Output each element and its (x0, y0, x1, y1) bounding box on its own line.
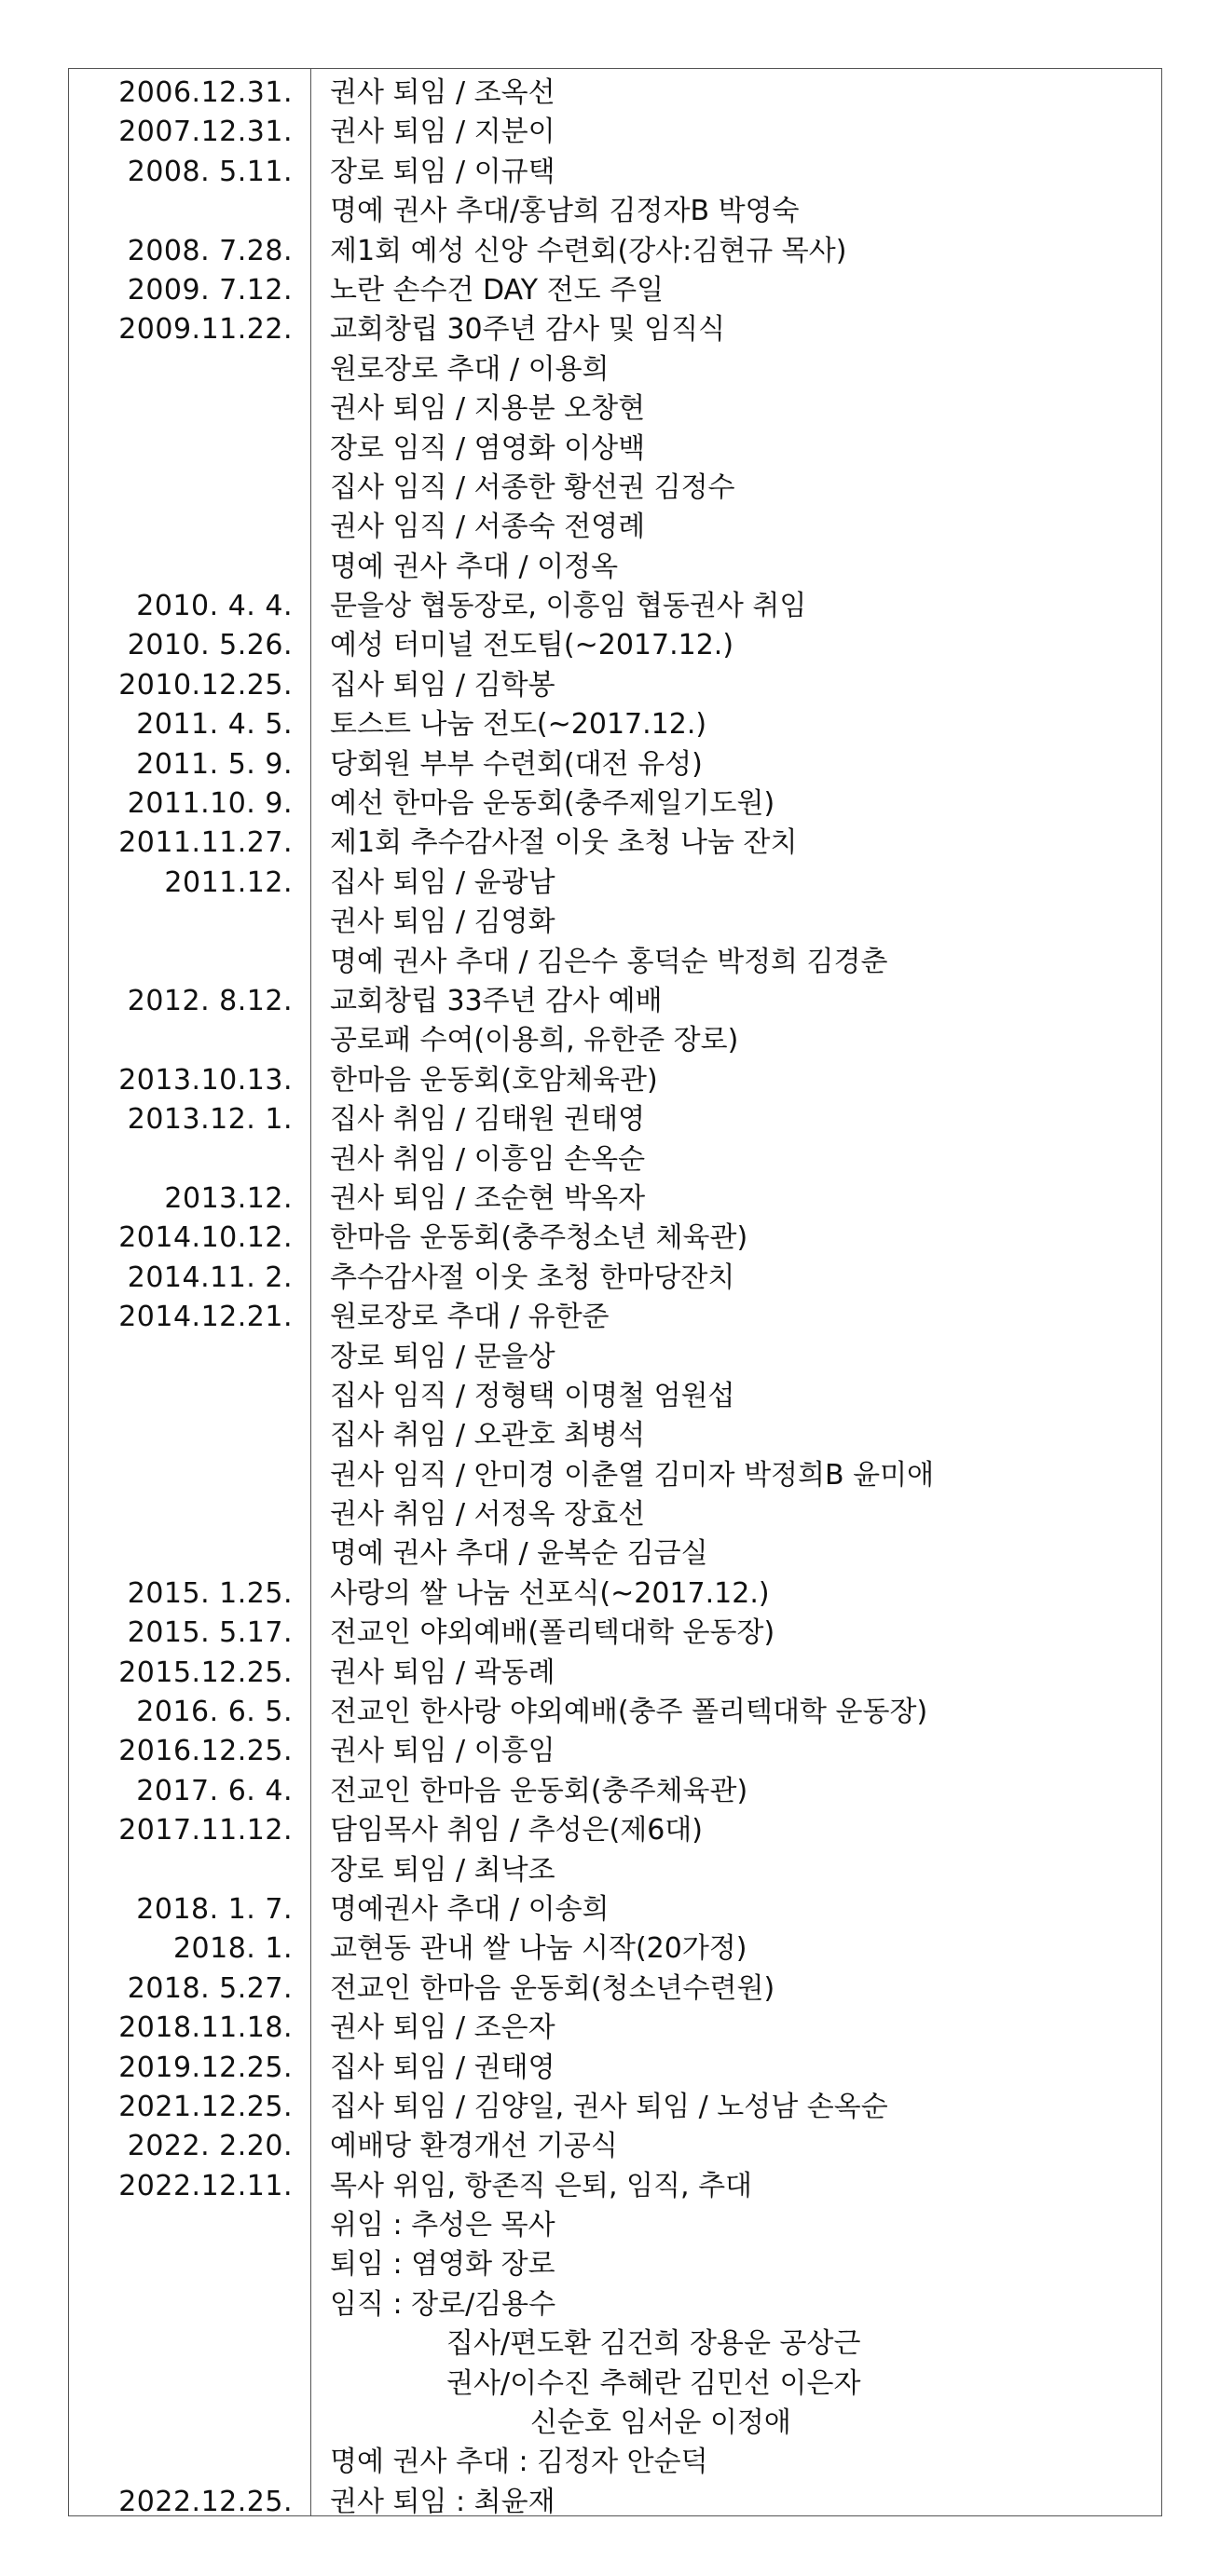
event-date: 2012. 8.12. (127, 984, 293, 1017)
event-text: 장로 퇴임 / 문을상 (330, 1340, 555, 1373)
event-date: 2014.10.12. (118, 1221, 293, 1255)
event-text: 교회창립 30주년 감사 및 임직식 (330, 313, 726, 347)
event-date: 2009.11.22. (118, 313, 293, 347)
event-date: 2008. 5.11. (127, 155, 293, 188)
timeline-row (69, 982, 1161, 1021)
event-date: 2018. 1. 7. (136, 1892, 293, 1926)
timeline-row (69, 548, 1161, 587)
event-text: 제1회 추수감사절 이웃 초청 나눔 잔치 (330, 826, 798, 860)
timeline-row (69, 2206, 1161, 2245)
event-text: 교현동 관내 쌀 나눔 시작(20가정) (330, 1932, 747, 1966)
timeline-row (69, 2245, 1161, 2284)
event-date: 2011. 5. 9. (136, 747, 293, 781)
event-date: 2013.12. (164, 1181, 293, 1215)
event-text: 전교인 한마음 운동회(충주체육관) (330, 1774, 748, 1807)
timeline-row (69, 1140, 1161, 1179)
timeline-row (69, 1851, 1161, 1890)
event-date: 2006.12.31. (118, 76, 293, 109)
event-text: 집사 퇴임 / 김학봉 (330, 668, 555, 702)
timeline-row (69, 1811, 1161, 1850)
event-date: 2016.12.25. (118, 1735, 293, 1768)
event-text: 권사/이수진 추혜란 김민선 이은자 (446, 2366, 861, 2400)
event-date: 2011.11.27. (118, 826, 293, 860)
event-text: 집사 퇴임 / 윤광남 (330, 865, 555, 899)
timeline-row (69, 1614, 1161, 1653)
timeline-row (69, 1495, 1161, 1534)
event-text: 권사 퇴임 / 김영화 (330, 906, 555, 939)
event-date: 2011. 4. 5. (136, 708, 293, 742)
event-text: 명예 권사 추대/홍남희 김정자B 박영숙 (330, 195, 800, 228)
timeline-row (69, 943, 1161, 982)
event-date: 2010.12.25. (118, 668, 293, 702)
timeline-row (69, 1179, 1161, 1219)
event-text: 문을상 협동장로, 이흥임 협동권사 취임 (330, 590, 807, 623)
timeline-row (69, 1061, 1161, 1100)
event-text: 전교인 한마음 운동회(청소년수련원) (330, 1971, 775, 2005)
event-text: 명예 권사 추대 : 김정자 안순덕 (330, 2446, 708, 2479)
event-date: 2013.12. 1. (127, 1103, 293, 1137)
event-text: 공로패 수여(이용희, 유한준 장로) (330, 1024, 739, 1057)
timeline-row (69, 1416, 1161, 1455)
event-text: 교회창립 33주년 감사 예배 (330, 984, 663, 1017)
event-text: 담임목사 취임 / 추성은(제6대) (330, 1814, 703, 1847)
timeline-row (69, 232, 1161, 271)
timeline-row (69, 1732, 1161, 1771)
event-date: 2013.10.13. (118, 1063, 293, 1097)
event-date: 2017. 6. 4. (136, 1774, 293, 1807)
event-date: 2018. 5.27. (127, 1971, 293, 2005)
event-text: 집사 임직 / 정형택 이명철 엄원섭 (330, 1379, 735, 1412)
timeline-row (69, 1890, 1161, 1929)
timeline-row (69, 74, 1161, 113)
event-text: 집사 퇴임 / 권태영 (330, 2051, 555, 2084)
event-text: 권사 취임 / 이흥임 손옥순 (330, 1142, 646, 1176)
timeline-row (69, 2009, 1161, 2048)
event-text: 명예 권사 추대 / 김은수 홍덕순 박정희 김경춘 (330, 945, 888, 978)
event-text: 퇴임 : 염영화 장로 (330, 2248, 555, 2282)
event-text: 전교인 야외예배(폴리텍대학 운동장) (330, 1616, 775, 1650)
timeline-row (69, 745, 1161, 784)
event-text: 목사 위임, 항존직 은퇴, 임직, 추대 (330, 2169, 753, 2202)
event-text: 권사 임직 / 서종숙 전영례 (330, 511, 646, 544)
event-date: 2018. 1. (172, 1932, 293, 1966)
timeline-row (69, 1456, 1161, 1495)
event-text: 신순호 임서운 이정애 (530, 2406, 791, 2440)
timeline-rows (69, 74, 1161, 2522)
event-text: 임직 : 장로/김용수 (330, 2287, 556, 2321)
timeline-row (69, 1377, 1161, 1416)
event-text: 예배당 환경개선 기공식 (330, 2130, 618, 2163)
event-date: 2022. 2.20. (127, 2130, 293, 2163)
timeline-row (69, 1969, 1161, 2009)
event-date: 2022.12.25. (118, 2485, 293, 2518)
event-text: 권사 퇴임 / 조순현 박옥자 (330, 1181, 646, 1215)
timeline-row (69, 2285, 1161, 2324)
timeline-row (69, 705, 1161, 744)
event-text: 전교인 한사랑 야외예배(충주 폴리텍대학 운동장) (330, 1696, 928, 1729)
event-text: 권사 퇴임 / 조옥선 (330, 76, 555, 109)
event-text: 명예권사 추대 / 이송희 (330, 1892, 610, 1926)
timeline-row (69, 2088, 1161, 2127)
timeline-row (69, 626, 1161, 665)
event-text: 원로장로 추대 / 유한준 (330, 1301, 610, 1334)
event-text: 권사 퇴임 / 이흥임 (330, 1735, 555, 1768)
timeline-row (69, 508, 1161, 547)
timeline-row (69, 1298, 1161, 1337)
timeline-row (69, 1259, 1161, 1298)
event-text: 토스트 나눔 전도(~2017.12.) (330, 708, 707, 742)
event-text: 한마음 운동회(충주청소년 체육관) (330, 1221, 748, 1255)
timeline-row (69, 429, 1161, 469)
event-text: 한마음 운동회(호암체육관) (330, 1063, 658, 1097)
event-text: 원로장로 추대 / 이용희 (330, 352, 610, 386)
timeline-row (69, 2443, 1161, 2482)
event-date: 2009. 7.12. (127, 273, 293, 307)
timeline-row (69, 1574, 1161, 1614)
timeline-row (69, 1338, 1161, 1377)
event-text: 권사 취임 / 서정옥 장효선 (330, 1498, 646, 1532)
timeline-row (69, 2127, 1161, 2166)
timeline-row (69, 587, 1161, 626)
event-text: 제1회 예성 신앙 수련회(강사:김현규 목사) (330, 234, 847, 267)
event-date: 2010. 5.26. (127, 629, 293, 662)
timeline-row (69, 1654, 1161, 1693)
event-text: 권사 퇴임 : 최윤재 (330, 2485, 555, 2518)
event-date: 2015. 5.17. (127, 1616, 293, 1650)
event-date: 2018.11.18. (118, 2011, 293, 2045)
timeline-row (69, 824, 1161, 863)
timeline-row (69, 1772, 1161, 1811)
event-date: 2011.12. (164, 865, 293, 899)
event-date: 2011.10. 9. (127, 787, 293, 821)
event-date: 2014.11. 2. (127, 1261, 293, 1294)
timeline-row (69, 2365, 1161, 2404)
timeline-row (69, 469, 1161, 508)
event-date: 2007.12.31. (118, 116, 293, 149)
timeline-row (69, 1219, 1161, 1258)
event-text: 장로 퇴임 / 이규택 (330, 155, 555, 188)
event-date: 2016. 6. 5. (136, 1696, 293, 1729)
event-date: 2015. 1.25. (127, 1576, 293, 1610)
timeline-row (69, 666, 1161, 705)
timeline-row (69, 1100, 1161, 1139)
timeline-row (69, 1693, 1161, 1732)
event-text: 추수감사절 이웃 초청 한마당잔치 (330, 1261, 735, 1294)
event-text: 명예 권사 추대 / 이정옥 (330, 550, 619, 583)
timeline-row (69, 2167, 1161, 2206)
timeline-row (69, 271, 1161, 310)
event-text: 노란 손수건 DAY 전도 주일 (330, 273, 665, 307)
timeline-row (69, 903, 1161, 942)
event-date: 2014.12.21. (118, 1301, 293, 1334)
event-date: 2015.12.25. (118, 1656, 293, 1689)
event-text: 집사 취임 / 오관호 최병석 (330, 1419, 646, 1452)
event-date: 2017.11.12. (118, 1814, 293, 1847)
event-text: 장로 임직 / 염영화 이상백 (330, 431, 646, 465)
event-text: 예성 터미널 전도팀(~2017.12.) (330, 629, 734, 662)
event-date: 2019.12.25. (118, 2051, 293, 2084)
event-text: 집사 퇴임 / 김양일, 권사 퇴임 / 노성남 손옥순 (330, 2090, 888, 2123)
timeline-row (69, 2049, 1161, 2088)
timeline-row (69, 1534, 1161, 1574)
event-text: 집사 임직 / 서종한 황선권 김정수 (330, 470, 735, 504)
timeline-row (69, 2404, 1161, 2443)
timeline-row (69, 784, 1161, 824)
event-text: 당회원 부부 수련회(대전 유성) (330, 747, 703, 781)
event-date: 2021.12.25. (118, 2090, 293, 2123)
event-text: 권사 임직 / 안미경 이춘열 김미자 박정희B 윤미애 (330, 1458, 935, 1492)
event-text: 권사 퇴임 / 곽동례 (330, 1656, 555, 1689)
event-text: 명예 권사 추대 / 윤복순 김금실 (330, 1537, 708, 1571)
timeline-row (69, 2483, 1161, 2522)
timeline-row (69, 2324, 1161, 2364)
event-text: 예선 한마음 운동회(충주제일기도원) (330, 787, 775, 821)
timeline-row (69, 113, 1161, 152)
event-date: 2010. 4. 4. (136, 590, 293, 623)
event-text: 권사 퇴임 / 조은자 (330, 2011, 555, 2045)
timeline-row (69, 1929, 1161, 1969)
event-text: 집사/편도환 김건희 장용운 공상근 (446, 2327, 861, 2361)
timeline-row (69, 310, 1161, 349)
event-text: 위임 : 추성은 목사 (330, 2209, 555, 2242)
event-text: 장로 퇴임 / 최낙조 (330, 1853, 555, 1887)
timeline-row (69, 192, 1161, 231)
timeline-row (69, 389, 1161, 429)
event-date: 2008. 7.28. (127, 234, 293, 267)
event-text: 권사 퇴임 / 지분이 (330, 116, 555, 149)
timeline-row (69, 864, 1161, 903)
timeline-table (68, 68, 1162, 2516)
timeline-row (69, 153, 1161, 192)
event-text: 사랑의 쌀 나눔 선포식(~2017.12.) (330, 1576, 770, 1610)
event-text: 집사 취임 / 김태원 권태영 (330, 1103, 646, 1137)
timeline-row (69, 350, 1161, 389)
event-date: 2022.12.11. (118, 2169, 293, 2202)
event-text: 권사 퇴임 / 지용분 오창현 (330, 392, 646, 426)
timeline-row (69, 1021, 1161, 1060)
